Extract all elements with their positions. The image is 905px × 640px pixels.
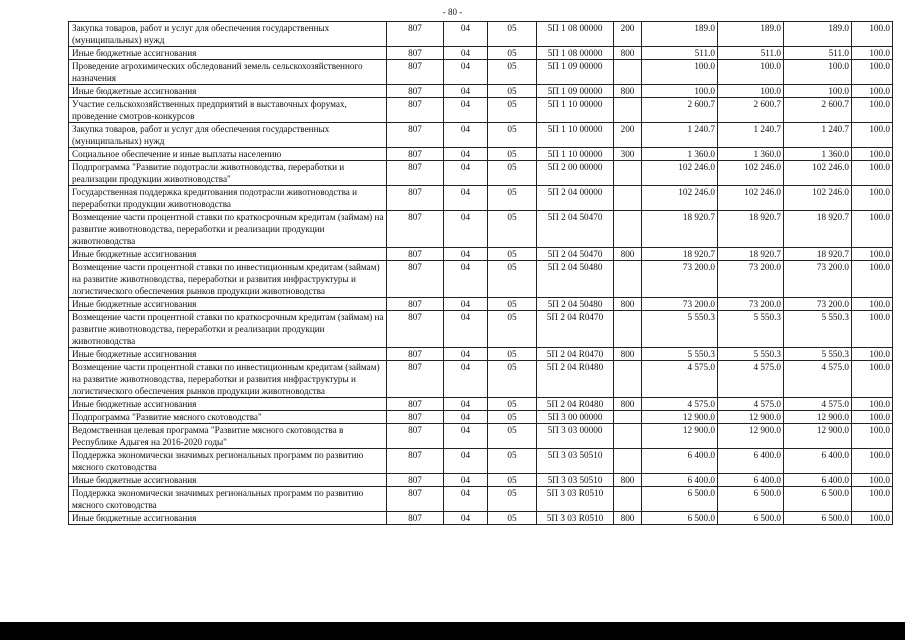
cell-subsection: 05	[488, 398, 537, 411]
cell-expense-type	[614, 311, 642, 348]
cell-sum-1: 4 575.0	[642, 398, 718, 411]
cell-target-article: 5П 1 08 00000	[537, 47, 614, 60]
cell-name: Возмещение части процентной ставки по инвестиционным кредитам (займам) на развитие животноводства, переработки и развития инфраструктуры и логистического обеспечения рынков продукции животноводства	[69, 261, 387, 298]
cell-expense-type	[614, 161, 642, 186]
cell-section: 04	[444, 311, 488, 348]
cell-target-article: 5П 2 04 R0470	[537, 311, 614, 348]
cell-subsection: 05	[488, 411, 537, 424]
cell-department: 807	[387, 411, 444, 424]
cell-percent: 100.0	[852, 148, 893, 161]
cell-department: 807	[387, 98, 444, 123]
cell-target-article: 5П 2 04 50470	[537, 211, 614, 248]
cell-sum-1: 102 246.0	[642, 161, 718, 186]
cell-target-article: 5П 2 04 50480	[537, 298, 614, 311]
cell-section: 04	[444, 211, 488, 248]
cell-sum-2: 12 900.0	[718, 411, 784, 424]
cell-subsection: 05	[488, 161, 537, 186]
cell-percent: 100.0	[852, 361, 893, 398]
table-row	[69, 398, 893, 411]
cell-sum-1: 100.0	[642, 85, 718, 98]
cell-sum-2: 18 920.7	[718, 248, 784, 261]
cell-percent: 100.0	[852, 60, 893, 85]
cell-subsection: 05	[488, 211, 537, 248]
cell-expense-type: 200	[614, 123, 642, 148]
table-row	[69, 311, 893, 348]
cell-sum-2: 6 500.0	[718, 487, 784, 512]
cell-expense-type	[614, 261, 642, 298]
cell-expense-type	[614, 424, 642, 449]
table-row	[69, 148, 893, 161]
cell-sum-3: 4 575.0	[784, 361, 852, 398]
cell-sum-1: 18 920.7	[642, 211, 718, 248]
cell-sum-3: 4 575.0	[784, 398, 852, 411]
cell-sum-1: 12 900.0	[642, 424, 718, 449]
cell-expense-type	[614, 60, 642, 85]
cell-sum-2: 4 575.0	[718, 398, 784, 411]
cell-percent: 100.0	[852, 22, 893, 47]
cell-subsection: 05	[488, 298, 537, 311]
cell-target-article: 5П 2 04 00000	[537, 186, 614, 211]
cell-department: 807	[387, 261, 444, 298]
cell-department: 807	[387, 298, 444, 311]
cell-percent: 100.0	[852, 186, 893, 211]
cell-section: 04	[444, 148, 488, 161]
cell-sum-1: 73 200.0	[642, 261, 718, 298]
cell-expense-type: 800	[614, 474, 642, 487]
cell-percent: 100.0	[852, 211, 893, 248]
cell-name: Подпрограмма "Развитие мясного скотоводства"	[69, 411, 387, 424]
cell-sum-3: 511.0	[784, 47, 852, 60]
cell-sum-2: 73 200.0	[718, 298, 784, 311]
cell-sum-3: 102 246.0	[784, 161, 852, 186]
table-row	[69, 512, 893, 525]
cell-percent: 100.0	[852, 47, 893, 60]
cell-sum-1: 4 575.0	[642, 361, 718, 398]
budget-table	[68, 21, 893, 525]
cell-sum-3: 73 200.0	[784, 261, 852, 298]
cell-target-article: 5П 2 00 00000	[537, 161, 614, 186]
cell-section: 04	[444, 411, 488, 424]
table-row	[69, 248, 893, 261]
cell-subsection: 05	[488, 361, 537, 398]
table-row	[69, 60, 893, 85]
cell-percent: 100.0	[852, 411, 893, 424]
cell-sum-1: 6 400.0	[642, 449, 718, 474]
table-row	[69, 474, 893, 487]
cell-subsection: 05	[488, 512, 537, 525]
cell-subsection: 05	[488, 348, 537, 361]
cell-section: 04	[444, 161, 488, 186]
cell-name: Поддержка экономически значимых региональных программ по развитию мясного скотоводства	[69, 449, 387, 474]
cell-expense-type: 800	[614, 398, 642, 411]
cell-sum-3: 2 600.7	[784, 98, 852, 123]
cell-name: Закупка товаров, работ и услуг для обеспечения государственных (муниципальных) нужд	[69, 22, 387, 47]
cell-department: 807	[387, 361, 444, 398]
cell-sum-2: 73 200.0	[718, 261, 784, 298]
cell-subsection: 05	[488, 60, 537, 85]
cell-sum-3: 5 550.3	[784, 311, 852, 348]
cell-sum-3: 1 240.7	[784, 123, 852, 148]
cell-percent: 100.0	[852, 398, 893, 411]
cell-section: 04	[444, 512, 488, 525]
cell-department: 807	[387, 161, 444, 186]
cell-target-article: 5П 3 03 50510	[537, 474, 614, 487]
cell-section: 04	[444, 449, 488, 474]
cell-section: 04	[444, 123, 488, 148]
cell-sum-2: 100.0	[718, 60, 784, 85]
cell-sum-3: 102 246.0	[784, 186, 852, 211]
cell-target-article: 5П 2 04 R0480	[537, 361, 614, 398]
cell-target-article: 5П 1 10 00000	[537, 148, 614, 161]
cell-percent: 100.0	[852, 348, 893, 361]
cell-sum-3: 6 400.0	[784, 449, 852, 474]
cell-percent: 100.0	[852, 248, 893, 261]
cell-sum-1: 6 500.0	[642, 487, 718, 512]
cell-section: 04	[444, 398, 488, 411]
cell-sum-1: 511.0	[642, 47, 718, 60]
cell-target-article: 5П 1 09 00000	[537, 85, 614, 98]
cell-target-article: 5П 3 03 R0510	[537, 487, 614, 512]
cell-name: Иные бюджетные ассигнования	[69, 348, 387, 361]
table-row	[69, 123, 893, 148]
cell-sum-2: 5 550.3	[718, 348, 784, 361]
cell-sum-2: 1 360.0	[718, 148, 784, 161]
cell-sum-3: 1 360.0	[784, 148, 852, 161]
cell-name: Государственная поддержка кредитования подотрасли животноводства и переработки продукции животноводства	[69, 186, 387, 211]
cell-expense-type	[614, 487, 642, 512]
cell-percent: 100.0	[852, 261, 893, 298]
cell-sum-2: 2 600.7	[718, 98, 784, 123]
cell-subsection: 05	[488, 123, 537, 148]
cell-sum-3: 12 900.0	[784, 424, 852, 449]
cell-sum-3: 189.0	[784, 22, 852, 47]
cell-name: Участие сельскохозяйственных предприятий в выставочных форумах, проведение смотров-конкурсов	[69, 98, 387, 123]
cell-sum-3: 6 500.0	[784, 512, 852, 525]
cell-section: 04	[444, 186, 488, 211]
cell-department: 807	[387, 123, 444, 148]
cell-target-article: 5П 1 09 00000	[537, 60, 614, 85]
cell-department: 807	[387, 47, 444, 60]
cell-name: Ведомственная целевая программа "Развитие мясного скотоводства в Республике Адыгея на 2016-2020 годы"	[69, 424, 387, 449]
cell-department: 807	[387, 85, 444, 98]
cell-percent: 100.0	[852, 474, 893, 487]
cell-sum-3: 5 550.3	[784, 348, 852, 361]
cell-name: Иные бюджетные ассигнования	[69, 512, 387, 525]
cell-sum-1: 12 900.0	[642, 411, 718, 424]
cell-section: 04	[444, 22, 488, 47]
cell-subsection: 05	[488, 22, 537, 47]
table-row	[69, 424, 893, 449]
cell-sum-2: 12 900.0	[718, 424, 784, 449]
cell-department: 807	[387, 348, 444, 361]
table-row	[69, 449, 893, 474]
cell-percent: 100.0	[852, 449, 893, 474]
cell-sum-2: 102 246.0	[718, 161, 784, 186]
cell-expense-type: 800	[614, 298, 642, 311]
cell-department: 807	[387, 449, 444, 474]
table-row	[69, 161, 893, 186]
cell-subsection: 05	[488, 474, 537, 487]
cell-target-article: 5П 3 03 50510	[537, 449, 614, 474]
cell-sum-2: 4 575.0	[718, 361, 784, 398]
cell-sum-2: 102 246.0	[718, 186, 784, 211]
cell-sum-3: 73 200.0	[784, 298, 852, 311]
cell-sum-2: 18 920.7	[718, 211, 784, 248]
cell-sum-2: 6 500.0	[718, 512, 784, 525]
cell-section: 04	[444, 85, 488, 98]
cell-sum-2: 189.0	[718, 22, 784, 47]
cell-target-article: 5П 1 10 00000	[537, 98, 614, 123]
table-row	[69, 348, 893, 361]
cell-expense-type: 800	[614, 248, 642, 261]
cell-name: Иные бюджетные ассигнования	[69, 298, 387, 311]
cell-sum-1: 1 360.0	[642, 148, 718, 161]
cell-sum-3: 100.0	[784, 60, 852, 85]
cell-expense-type	[614, 98, 642, 123]
cell-section: 04	[444, 487, 488, 512]
cell-department: 807	[387, 424, 444, 449]
cell-department: 807	[387, 311, 444, 348]
cell-subsection: 05	[488, 311, 537, 348]
cell-sum-1: 189.0	[642, 22, 718, 47]
cell-expense-type	[614, 411, 642, 424]
table-row	[69, 411, 893, 424]
cell-sum-2: 6 400.0	[718, 449, 784, 474]
cell-sum-3: 18 920.7	[784, 248, 852, 261]
cell-target-article: 5П 2 04 50480	[537, 261, 614, 298]
cell-target-article: 5П 3 03 R0510	[537, 512, 614, 525]
cell-name: Иные бюджетные ассигнования	[69, 248, 387, 261]
cell-department: 807	[387, 474, 444, 487]
cell-percent: 100.0	[852, 123, 893, 148]
table-row	[69, 487, 893, 512]
cell-expense-type: 800	[614, 348, 642, 361]
cell-target-article: 5П 3 03 00000	[537, 424, 614, 449]
cell-department: 807	[387, 22, 444, 47]
table-row	[69, 261, 893, 298]
cell-subsection: 05	[488, 186, 537, 211]
cell-expense-type: 800	[614, 47, 642, 60]
cell-section: 04	[444, 248, 488, 261]
cell-sum-1: 5 550.3	[642, 311, 718, 348]
cell-subsection: 05	[488, 148, 537, 161]
cell-percent: 100.0	[852, 512, 893, 525]
cell-subsection: 05	[488, 98, 537, 123]
cell-expense-type: 200	[614, 22, 642, 47]
cell-target-article: 5П 2 04 R0470	[537, 348, 614, 361]
cell-section: 04	[444, 298, 488, 311]
cell-name: Возмещение части процентной ставки по краткосрочным кредитам (займам) на развитие животноводства, переработки и реализации продукции животноводства	[69, 211, 387, 248]
cell-subsection: 05	[488, 261, 537, 298]
table-row	[69, 211, 893, 248]
cell-section: 04	[444, 261, 488, 298]
cell-percent: 100.0	[852, 424, 893, 449]
cell-department: 807	[387, 248, 444, 261]
cell-sum-3: 100.0	[784, 85, 852, 98]
cell-percent: 100.0	[852, 311, 893, 348]
cell-target-article: 5П 1 08 00000	[537, 22, 614, 47]
cell-department: 807	[387, 398, 444, 411]
cell-target-article: 5П 2 04 50470	[537, 248, 614, 261]
table-row	[69, 22, 893, 47]
scan-bottom-edge	[0, 622, 905, 640]
cell-section: 04	[444, 98, 488, 123]
cell-department: 807	[387, 186, 444, 211]
cell-expense-type: 800	[614, 512, 642, 525]
cell-expense-type	[614, 361, 642, 398]
cell-subsection: 05	[488, 248, 537, 261]
cell-name: Возмещение части процентной ставки по краткосрочным кредитам (займам) на развитие животноводства, переработки и реализации продукции животноводства	[69, 311, 387, 348]
cell-name: Иные бюджетные ассигнования	[69, 85, 387, 98]
cell-subsection: 05	[488, 424, 537, 449]
cell-section: 04	[444, 424, 488, 449]
cell-name: Подпрограмма "Развитие подотрасли животноводства, переработки и реализации продукции животноводства"	[69, 161, 387, 186]
table-row	[69, 361, 893, 398]
cell-sum-1: 73 200.0	[642, 298, 718, 311]
cell-sum-1: 6 500.0	[642, 512, 718, 525]
cell-section: 04	[444, 47, 488, 60]
cell-target-article: 5П 1 10 00000	[537, 123, 614, 148]
cell-sum-2: 100.0	[718, 85, 784, 98]
cell-percent: 100.0	[852, 85, 893, 98]
cell-department: 807	[387, 487, 444, 512]
cell-target-article: 5П 3 00 00000	[537, 411, 614, 424]
table-row	[69, 98, 893, 123]
cell-name: Закупка товаров, работ и услуг для обеспечения государственных (муниципальных) нужд	[69, 123, 387, 148]
page-number: - 80 -	[442, 7, 463, 17]
cell-sum-1: 5 550.3	[642, 348, 718, 361]
cell-subsection: 05	[488, 47, 537, 60]
cell-department: 807	[387, 211, 444, 248]
cell-name: Социальное обеспечение и иные выплаты населению	[69, 148, 387, 161]
cell-section: 04	[444, 474, 488, 487]
cell-name: Иные бюджетные ассигнования	[69, 47, 387, 60]
cell-section: 04	[444, 60, 488, 85]
cell-sum-2: 6 400.0	[718, 474, 784, 487]
cell-sum-1: 102 246.0	[642, 186, 718, 211]
cell-sum-1: 18 920.7	[642, 248, 718, 261]
cell-sum-1: 2 600.7	[642, 98, 718, 123]
cell-department: 807	[387, 60, 444, 85]
cell-expense-type	[614, 449, 642, 474]
cell-name: Иные бюджетные ассигнования	[69, 474, 387, 487]
cell-section: 04	[444, 348, 488, 361]
cell-name: Поддержка экономически значимых региональных программ по развитию мясного скотоводства	[69, 487, 387, 512]
cell-sum-1: 1 240.7	[642, 123, 718, 148]
cell-name: Иные бюджетные ассигнования	[69, 398, 387, 411]
table-row	[69, 85, 893, 98]
table-row	[69, 47, 893, 60]
cell-sum-1: 100.0	[642, 60, 718, 85]
cell-sum-1: 6 400.0	[642, 474, 718, 487]
cell-subsection: 05	[488, 487, 537, 512]
cell-sum-2: 511.0	[718, 47, 784, 60]
cell-subsection: 05	[488, 85, 537, 98]
table-row	[69, 298, 893, 311]
cell-sum-2: 1 240.7	[718, 123, 784, 148]
cell-department: 807	[387, 512, 444, 525]
cell-percent: 100.0	[852, 298, 893, 311]
cell-name: Проведение агрохимических обследований земель сельскохозяйственного назначения	[69, 60, 387, 85]
cell-expense-type	[614, 186, 642, 211]
cell-sum-3: 6 500.0	[784, 487, 852, 512]
cell-sum-3: 18 920.7	[784, 211, 852, 248]
cell-sum-3: 12 900.0	[784, 411, 852, 424]
cell-section: 04	[444, 361, 488, 398]
cell-expense-type: 800	[614, 85, 642, 98]
table-row	[69, 186, 893, 211]
cell-sum-2: 5 550.3	[718, 311, 784, 348]
cell-department: 807	[387, 148, 444, 161]
cell-expense-type: 300	[614, 148, 642, 161]
cell-target-article: 5П 2 04 R0480	[537, 398, 614, 411]
cell-subsection: 05	[488, 449, 537, 474]
cell-sum-3: 6 400.0	[784, 474, 852, 487]
table-body	[69, 22, 893, 525]
cell-percent: 100.0	[852, 98, 893, 123]
cell-percent: 100.0	[852, 487, 893, 512]
cell-name: Возмещение части процентной ставки по инвестиционным кредитам (займам) на развитие животноводства, переработки и развития инфраструктуры и логистического обеспечения рынков продукции животноводства	[69, 361, 387, 398]
cell-percent: 100.0	[852, 161, 893, 186]
cell-expense-type	[614, 211, 642, 248]
